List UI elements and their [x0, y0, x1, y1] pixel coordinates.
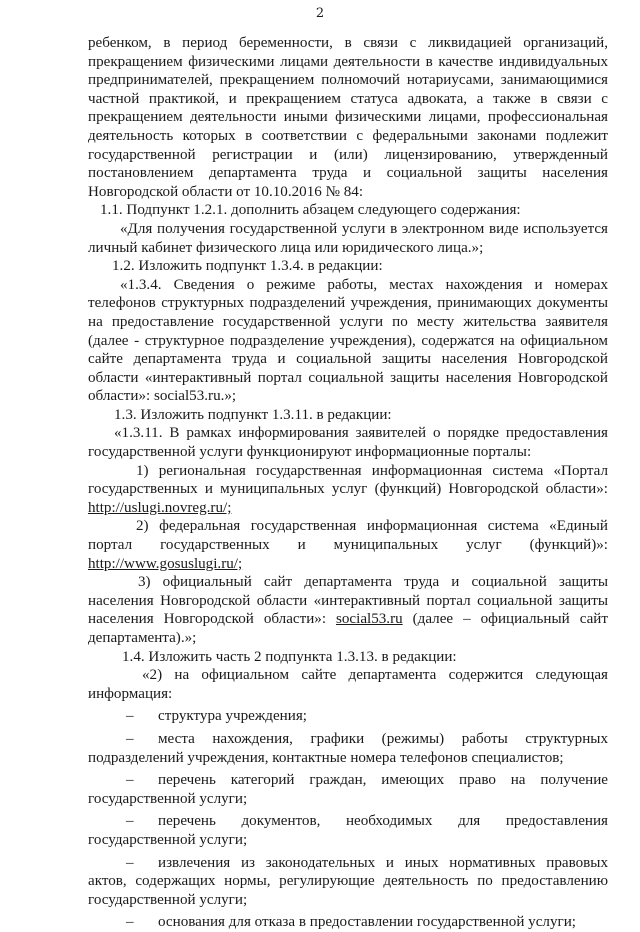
paragraph-1-1: 1.1. Подпункт 1.2.1. дополнить абзацем следующего содержания:	[100, 202, 521, 219]
document-body	[88, 34, 608, 932]
list-item: – структура учреждения;	[126, 708, 307, 725]
page-number: 2	[315, 6, 325, 21]
paragraph-intro: ребенком, в период беременности, в связи с ликвидацией организаций, прекращением физическими лицами деятельности в качестве индивидуальных предпринимателей, прекращением полномочий нотариусами, занимающимися частной практикой, и прекращением статуса адвоката, а также в связи с прекращением деятельности иными физическими лицами, профессиональная деятельность которых в соответствии с федеральными законами подлежит государственной регистрации и (или) лицензированию, утвержденный постановлением департамента труда и социальной защиты населения Новгородской области от 10.10.2016 № 84:	[88, 35, 608, 200]
paragraph-quote-1-3-11: «1.3.11. В рамках информирования заявителей о порядке предоставления государственной услуги функционируют информационные порталы:	[88, 425, 608, 461]
portal-item-1: 1) региональная государственная информационная система «Портал государственных и муниципальных услуг (функций) Новгородской области»: http://uslugi.novreg.ru/;	[88, 462, 608, 516]
list-item: – места нахождения, графики (режимы) работы структурных подразделений учреждения, контактные номера телефонов специалистов;	[88, 730, 608, 766]
portal-item-3: 3) официальный сайт департамента труда и социальной защиты населения Новгородской области «интерактивный портал социальной защиты населения Новгородской области»: social53.ru (далее – официальный сайт департамента).»;	[88, 574, 608, 646]
list-item: – перечень документов, необходимых для предоставления государственной услуги;	[88, 813, 608, 848]
paragraph-quote-2: «2) на официальном сайте департамента содержится следующая информация:	[88, 667, 608, 702]
paragraph-1-2: 1.2. Изложить подпункт 1.3.4. в редакции:	[112, 258, 383, 275]
paragraph-1-3: 1.3. Изложить подпункт 1.3.11. в редакции:	[114, 406, 392, 423]
list-item: – извлечения из законодательных и иных нормативных правовых актов, содержащих нормы, регулирующие деятельность по предоставлению государственной услуги;	[88, 854, 608, 908]
portal-link-social53[interactable]: social53.ru	[336, 611, 403, 628]
portal-link-gosuslugi[interactable]: http://www.gosuslugi.ru/;	[88, 555, 243, 572]
paragraph-quote-1-2-1: «Для получения государственной услуги в электронном виде используется личный кабинет физического лица или юридического лица.»;	[88, 220, 608, 256]
list-item: – перечень категорий граждан, имеющих право на получение государственной услуги;	[88, 772, 608, 807]
portal-link-uslugi[interactable]: http://uslugi.novreg.ru/;	[88, 499, 232, 516]
paragraph-quote-1-3-4: «1.3.4. Сведения о режиме работы, местах нахождения и номерах телефонов структурных подразделений учреждения, принимающих документы на предоставление государственной услуги по месту жительства заявителя (далее - структурное подразделение учреждения), содержатся на официальном сайте департамента труда и социальной защиты населения Новгородской области «интерактивный портал социальной защиты населения Новгородской области»: social53.ru.»;	[88, 276, 608, 405]
list-item: – основания для отказа в предоставлении государственной услуги;	[126, 914, 576, 931]
portal-item-2: 2) федеральная государственная информационная система «Единый портал государственных и муниципальных услуг (функций)»: http://www.gosuslugi.ru/;	[88, 518, 608, 572]
paragraph-1-4: 1.4. Изложить часть 2 подпункта 1.3.13. в редакции:	[122, 648, 457, 665]
